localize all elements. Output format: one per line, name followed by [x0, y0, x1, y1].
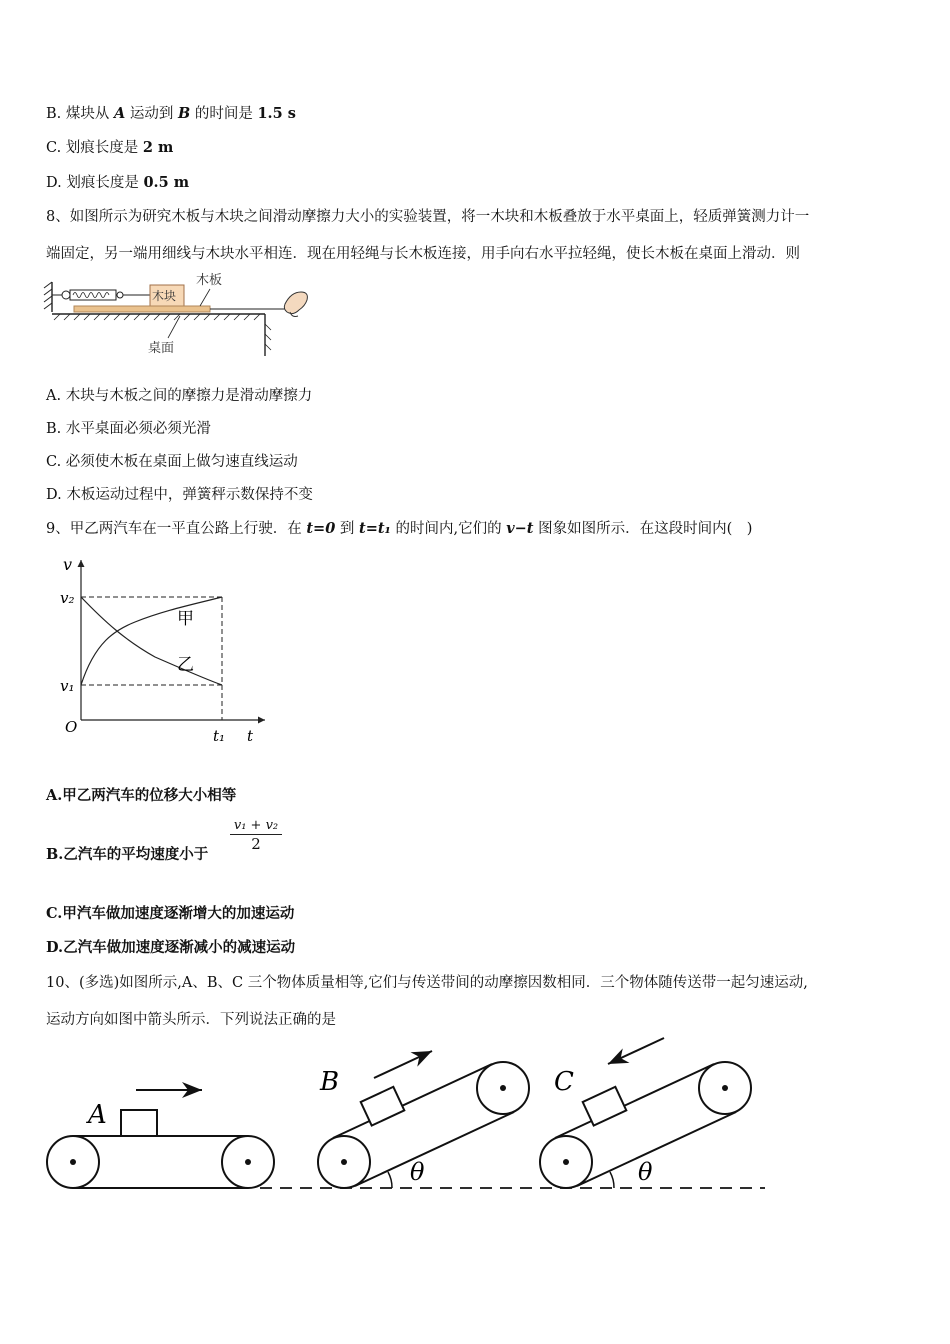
point-b: B	[177, 105, 191, 122]
q10-stem-line2: 运动方向如图中箭头所示．下列说法正确的是	[46, 1012, 336, 1028]
q7-option-c	[46, 136, 173, 157]
fraction-denominator: 2	[251, 835, 261, 853]
q9-option-b	[46, 843, 208, 864]
q8-option-c: C. 必须使木板在桌面上做匀速直线运动	[46, 454, 298, 470]
origin-o: O	[65, 718, 78, 736]
tick-t1: t₁	[213, 727, 226, 745]
curve-jia	[81, 597, 222, 685]
q8-option-a: A. 木块与木板之间的摩擦力是滑动摩擦力	[46, 388, 313, 404]
curve-yi	[81, 597, 222, 685]
q9-t0: t=0	[306, 520, 336, 537]
label-yi: 乙	[177, 655, 194, 675]
q7-option-d	[46, 171, 189, 192]
tick-v1: v₁	[60, 677, 75, 695]
axis-v-label: v	[63, 555, 73, 574]
belt-b	[318, 1051, 529, 1188]
angle-theta-c: θ	[638, 1158, 653, 1186]
q10-stem-line1: 10、(多选)如图所示,A、B、C 三个物体质量相等,它们与传送带间的动摩擦因数相同．三个物体随传送带一起匀速运动,	[46, 975, 808, 991]
q8-option-d: D. 木板运动过程中，弹簧秤示数保持不变	[46, 487, 313, 503]
fraction-numerator: v₁ + v₂	[230, 818, 282, 835]
arrow-b	[374, 1051, 432, 1078]
q9-stem	[46, 517, 752, 538]
q7-b-text-mid: 运动到	[125, 106, 178, 122]
q9-b-text: B.乙汽车的平均速度小于	[46, 846, 209, 863]
block-b	[361, 1087, 405, 1126]
q7-c-text: C. 划痕长度是	[46, 140, 143, 156]
tick-v2: v₂	[60, 589, 75, 607]
arrow-c	[608, 1038, 664, 1064]
label-b: B	[320, 1067, 340, 1097]
q7-option-b	[46, 102, 296, 123]
block-c	[583, 1087, 627, 1126]
q8-stem-line2: 端固定，另一端用细线与木块水平相连．现在用轻绳与长木板连接，用手向右水平拉轻绳，使长木板在桌面上滑动．则	[46, 246, 800, 262]
q9-stem-mid: 的时间内,它们的	[390, 521, 507, 537]
q7-b-text: B. 煤块从	[46, 106, 114, 122]
q9-stem-to: 到	[335, 521, 359, 537]
label-a: A	[88, 1100, 107, 1130]
board-label: 木板	[196, 273, 223, 288]
q9-option-d: D.乙汽车做加速度逐渐减小的减速运动	[46, 939, 296, 956]
q7-c-value: 2 m	[142, 139, 174, 156]
q7-b-text-post: 的时间是	[190, 106, 258, 122]
axis-t-label: t	[247, 727, 254, 745]
label-jia: 甲	[177, 609, 194, 629]
q9-t1: t=t₁	[359, 520, 391, 537]
belt-a	[47, 1090, 274, 1188]
q9-option-c: C.甲汽车做加速度逐渐增大的加速运动	[46, 905, 295, 922]
q8-figure	[40, 268, 330, 363]
q9-stem-end: 图象如图所示．在这段时间内( )	[533, 521, 753, 537]
table-label: 桌面	[148, 341, 175, 356]
q7-b-value: 1.5 s	[257, 105, 296, 122]
wood-board	[74, 306, 210, 312]
label-c: C	[554, 1067, 574, 1097]
q9-stem-text: 9、甲乙两汽车在一平直公路上行驶．在	[46, 521, 307, 537]
q8-option-b: B. 水平桌面必须必须光滑	[46, 421, 211, 437]
hand-icon	[284, 292, 307, 317]
block-a	[121, 1110, 157, 1136]
block-label: 木块	[152, 289, 177, 303]
q7-d-value: 0.5 m	[143, 174, 190, 191]
q8-stem-line1: 8、如图所示为研究木板与木块之间滑动摩擦力大小的实验装置，将一木块和木板叠放于水平桌面上，轻质弹簧测力计一	[46, 209, 810, 225]
q9-vt: v−t	[506, 520, 534, 537]
angle-theta-b: θ	[410, 1158, 425, 1186]
q9-option-a: A.甲乙两汽车的位移大小相等	[46, 787, 237, 804]
q9-vt-graph	[55, 552, 275, 747]
q7-d-text: D. 划痕长度是	[46, 175, 144, 191]
belt-c	[540, 1038, 751, 1188]
point-a: A	[113, 105, 126, 122]
q9-fraction	[230, 818, 282, 853]
q10-conveyor-figure	[40, 1030, 780, 1205]
